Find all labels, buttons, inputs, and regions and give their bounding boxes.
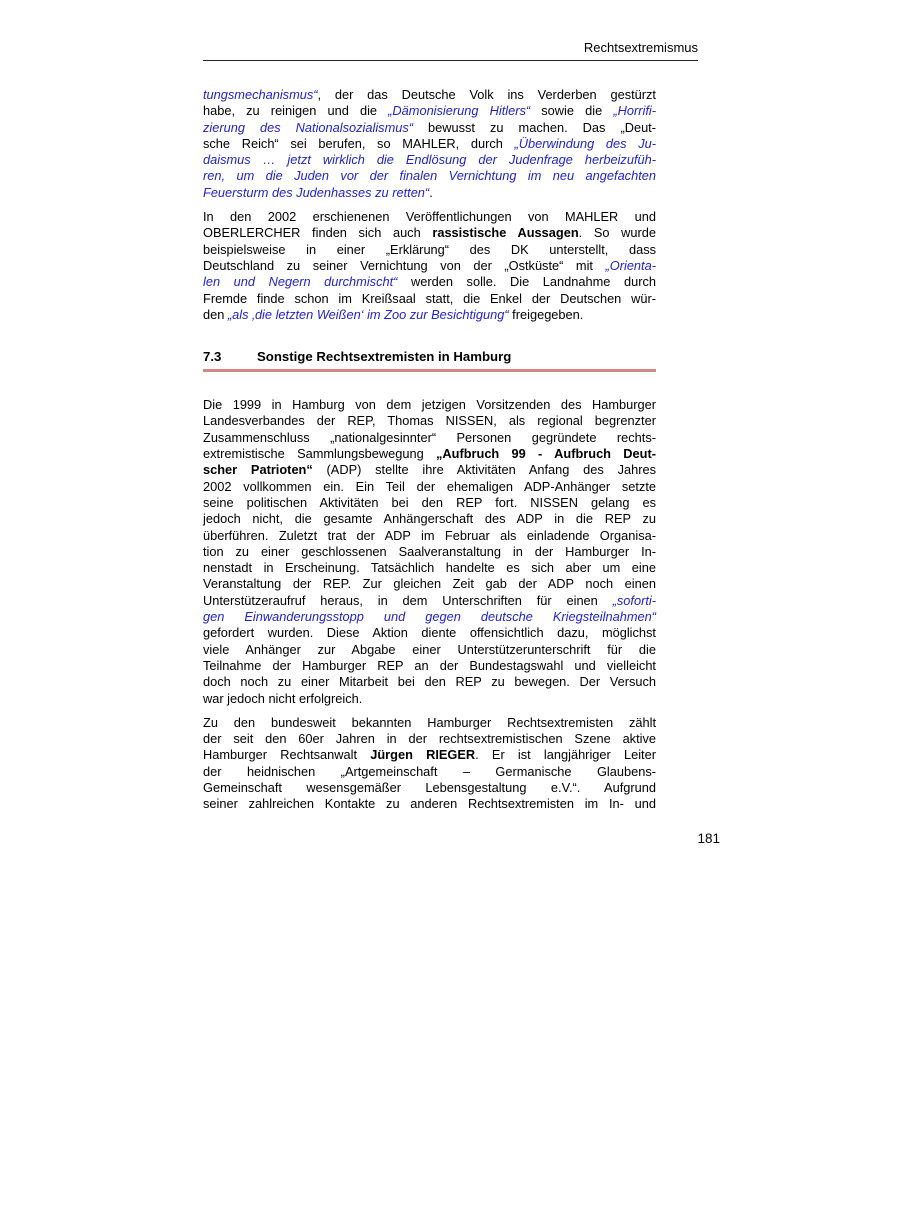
- quoted-text: daismus … jetzt wirklich die Endlösung der Judenfrage herbeizufüh-: [203, 152, 656, 168]
- body-text: Zusammenschluss „nationalgesinnter“ Personen gegründete rechts-: [203, 429, 656, 445]
- text-line: [203, 780, 656, 796]
- body-text: nenstadt in Erscheinung. Tatsächlich handelte es sich aber um eine: [203, 560, 656, 576]
- quoted-text: „Orienta-: [605, 257, 656, 273]
- text-line: [203, 528, 656, 544]
- text-line: [203, 544, 656, 560]
- running-header: [203, 41, 698, 61]
- text-line: [203, 495, 656, 511]
- emphasized-text: Jürgen RIEGER: [370, 747, 476, 763]
- text-line: [203, 642, 656, 658]
- text-line: [203, 120, 656, 136]
- document-page: [0, 41, 900, 1205]
- body-text: extremistische Sammlungsbewegung: [203, 446, 436, 462]
- body-text: .: [429, 184, 433, 200]
- body-text: (ADP) stellte ihre Aktivitäten Anfang des Jahres: [312, 462, 656, 478]
- body-text: Unterstützeraufruf heraus, in dem Unterschriften für einen: [203, 592, 613, 608]
- text-line: [203, 576, 656, 592]
- body-text: , der das Deutsche Volk ins Verderben gestürzt: [317, 87, 656, 102]
- text-line: [203, 413, 656, 429]
- body-text: Hamburger Rechtsanwalt: [203, 747, 371, 763]
- body-text: bewusst zu machen. Das „Deut-: [413, 119, 657, 135]
- body-text: war jedoch nicht erfolgreich.: [203, 690, 363, 706]
- body-text: doch noch zu einer Mitarbeit bei den REP zu bewegen. Der Versuch: [203, 674, 656, 690]
- section-number: 7.3: [203, 349, 222, 365]
- body-text: 2002 vollkommen ein. Ein Teil der ehemaligen ADP-Anhänger setzte: [203, 478, 656, 494]
- body-text: Veranstaltung der REP. Zur gleichen Zeit gab der ADP noch einen: [203, 576, 656, 592]
- text-line: [203, 715, 656, 731]
- body-text: In den 2002 erschienenen Veröffentlichungen von MAHLER und: [203, 209, 656, 225]
- body-text: habe, zu reinigen und die: [203, 103, 389, 119]
- quoted-text: „soforti-: [612, 592, 656, 608]
- text-line: [203, 87, 656, 103]
- body-text: Gemeinschaft wesensgemäßer Lebensgestaltung e.V.“. Aufgrund: [203, 779, 656, 795]
- running-header-title: Rechtsextremismus: [583, 40, 698, 55]
- quoted-text: tungsmechanismus“: [203, 87, 318, 102]
- text-line: [203, 462, 656, 478]
- emphasized-text: rassistische Aussagen: [432, 225, 579, 241]
- body-text: den: [203, 306, 228, 322]
- text-line: [203, 560, 656, 576]
- text-line: [203, 625, 656, 641]
- text-line: [203, 258, 656, 274]
- text-line: [203, 209, 656, 225]
- body-text: überführen. Zuletzt trat der ADP im Februar als einladende Organisa-: [203, 527, 656, 543]
- quoted-text: „als ‚die letzten Weißen‘ im Zoo zur Besichtigung“: [227, 306, 509, 322]
- text-line: [203, 658, 656, 674]
- text-line: [203, 397, 656, 413]
- body-text: beispielsweise in einer „Erklärung“ des DK unterstellt, dass: [203, 241, 656, 257]
- paragraphs-before-heading: [203, 87, 656, 323]
- text-line: [203, 274, 656, 290]
- quoted-text: Feuersturm des Judenhasses zu retten“: [203, 184, 430, 200]
- text-line: [203, 136, 656, 152]
- text-line: [203, 593, 656, 609]
- text-line: [203, 185, 656, 201]
- body-text: sowie die: [530, 103, 614, 119]
- text-line: [203, 747, 656, 763]
- section-heading: [203, 348, 656, 372]
- body-text: . Er ist langjähriger Leiter: [475, 747, 656, 763]
- body-text: Teilnahme der Hamburger REP an der Bundestagswahl und vielleicht: [203, 657, 656, 673]
- quoted-text: ren, um die Juden vor der finalen Vernichtung im neu angefachten: [203, 168, 656, 184]
- paragraph: [203, 397, 656, 707]
- text-line: [203, 152, 656, 168]
- text-line: [203, 430, 656, 446]
- text-line: [203, 291, 656, 307]
- body-text: seiner zahlreichen Kontakte zu anderen Rechtsextremisten im In- und: [203, 796, 656, 812]
- body-text: freigegeben.: [508, 306, 584, 322]
- body-text: Die 1999 in Hamburg von dem jetzigen Vorsitzenden des Hamburger: [203, 397, 656, 413]
- emphasized-text: „Aufbruch 99 - Aufbruch Deut-: [435, 446, 656, 462]
- paragraph: [203, 87, 656, 201]
- section-title: Sonstige Rechtsextremisten in Hamburg: [257, 349, 512, 365]
- body-text: werden solle. Die Landnahme durch: [397, 274, 656, 290]
- text-line: [203, 731, 656, 747]
- body-text: Deutschland zu seiner Vernichtung von der „Ostküste“ mit: [203, 257, 606, 273]
- quoted-text: len und Negern durchmischt“: [203, 274, 398, 290]
- body-text: der heidnischen „Artgemeinschaft – Germanische Glaubens-: [203, 763, 656, 779]
- text-line: [203, 103, 656, 119]
- text-line: [203, 446, 656, 462]
- body-text: tion zu einer geschlossenen Saalveranstaltung in der Hamburger In-: [203, 543, 656, 559]
- text-line: [203, 242, 656, 258]
- text-line: [203, 796, 656, 812]
- text-line: [203, 691, 656, 707]
- body-text: Zu den bundesweit bekannten Hamburger Rechtsextremisten zählt: [203, 714, 656, 730]
- text-line: [203, 307, 656, 323]
- document-body: [203, 87, 656, 813]
- text-line: [203, 674, 656, 690]
- body-text: Landesverbandes der REP, Thomas NISSEN, als regional begrenzter: [203, 413, 656, 429]
- body-text: der seit den 60er Jahren in der rechtsextremistischen Szene aktive: [203, 731, 656, 747]
- quoted-text: gen Einwanderungsstopp und gegen deutsche Kriegsteilnahmen“: [203, 609, 656, 625]
- paragraph: [203, 209, 656, 323]
- paragraph: [203, 715, 656, 813]
- emphasized-text: scher Patrioten“: [203, 462, 313, 478]
- body-text: gefordert wurden. Diese Aktion diente offensichtlich dazu, möglichst: [203, 625, 656, 641]
- quoted-text: „Überwindung des Ju-: [514, 135, 656, 151]
- text-line: [203, 609, 656, 625]
- quoted-text: zierung des Nationalsozialismus“: [203, 119, 414, 135]
- paragraphs-after-heading: [203, 397, 656, 812]
- text-line: [203, 764, 656, 780]
- text-line: [203, 479, 656, 495]
- text-line: [203, 168, 656, 184]
- body-text: OBERLERCHER finden sich auch: [203, 225, 433, 241]
- page-footer: [203, 831, 720, 846]
- text-line: [203, 225, 656, 241]
- body-text: viele Anhänger zur Abgabe einer Unterstützerunterschrift für die: [203, 641, 656, 657]
- body-text: Fremde finde schon im Kreißsaal statt, die Enkel der Deutschen wür-: [203, 290, 656, 306]
- body-text: seine politischen Aktivitäten bei den REP fort. NISSEN gelang es: [203, 494, 656, 510]
- page: [0, 41, 900, 1205]
- quoted-text: „Dämonisierung Hitlers“: [388, 103, 531, 119]
- quoted-text: „Horrifi-: [613, 103, 657, 119]
- body-text: jedoch nicht, die gesamte Anhängerschaft des ADP in die REP zu: [203, 511, 656, 527]
- page-number: 181: [697, 830, 720, 846]
- text-line: [203, 511, 656, 527]
- body-text: . So wurde: [578, 225, 656, 241]
- body-text: sche Reich“ sei berufen, so MAHLER, durch: [203, 135, 515, 151]
